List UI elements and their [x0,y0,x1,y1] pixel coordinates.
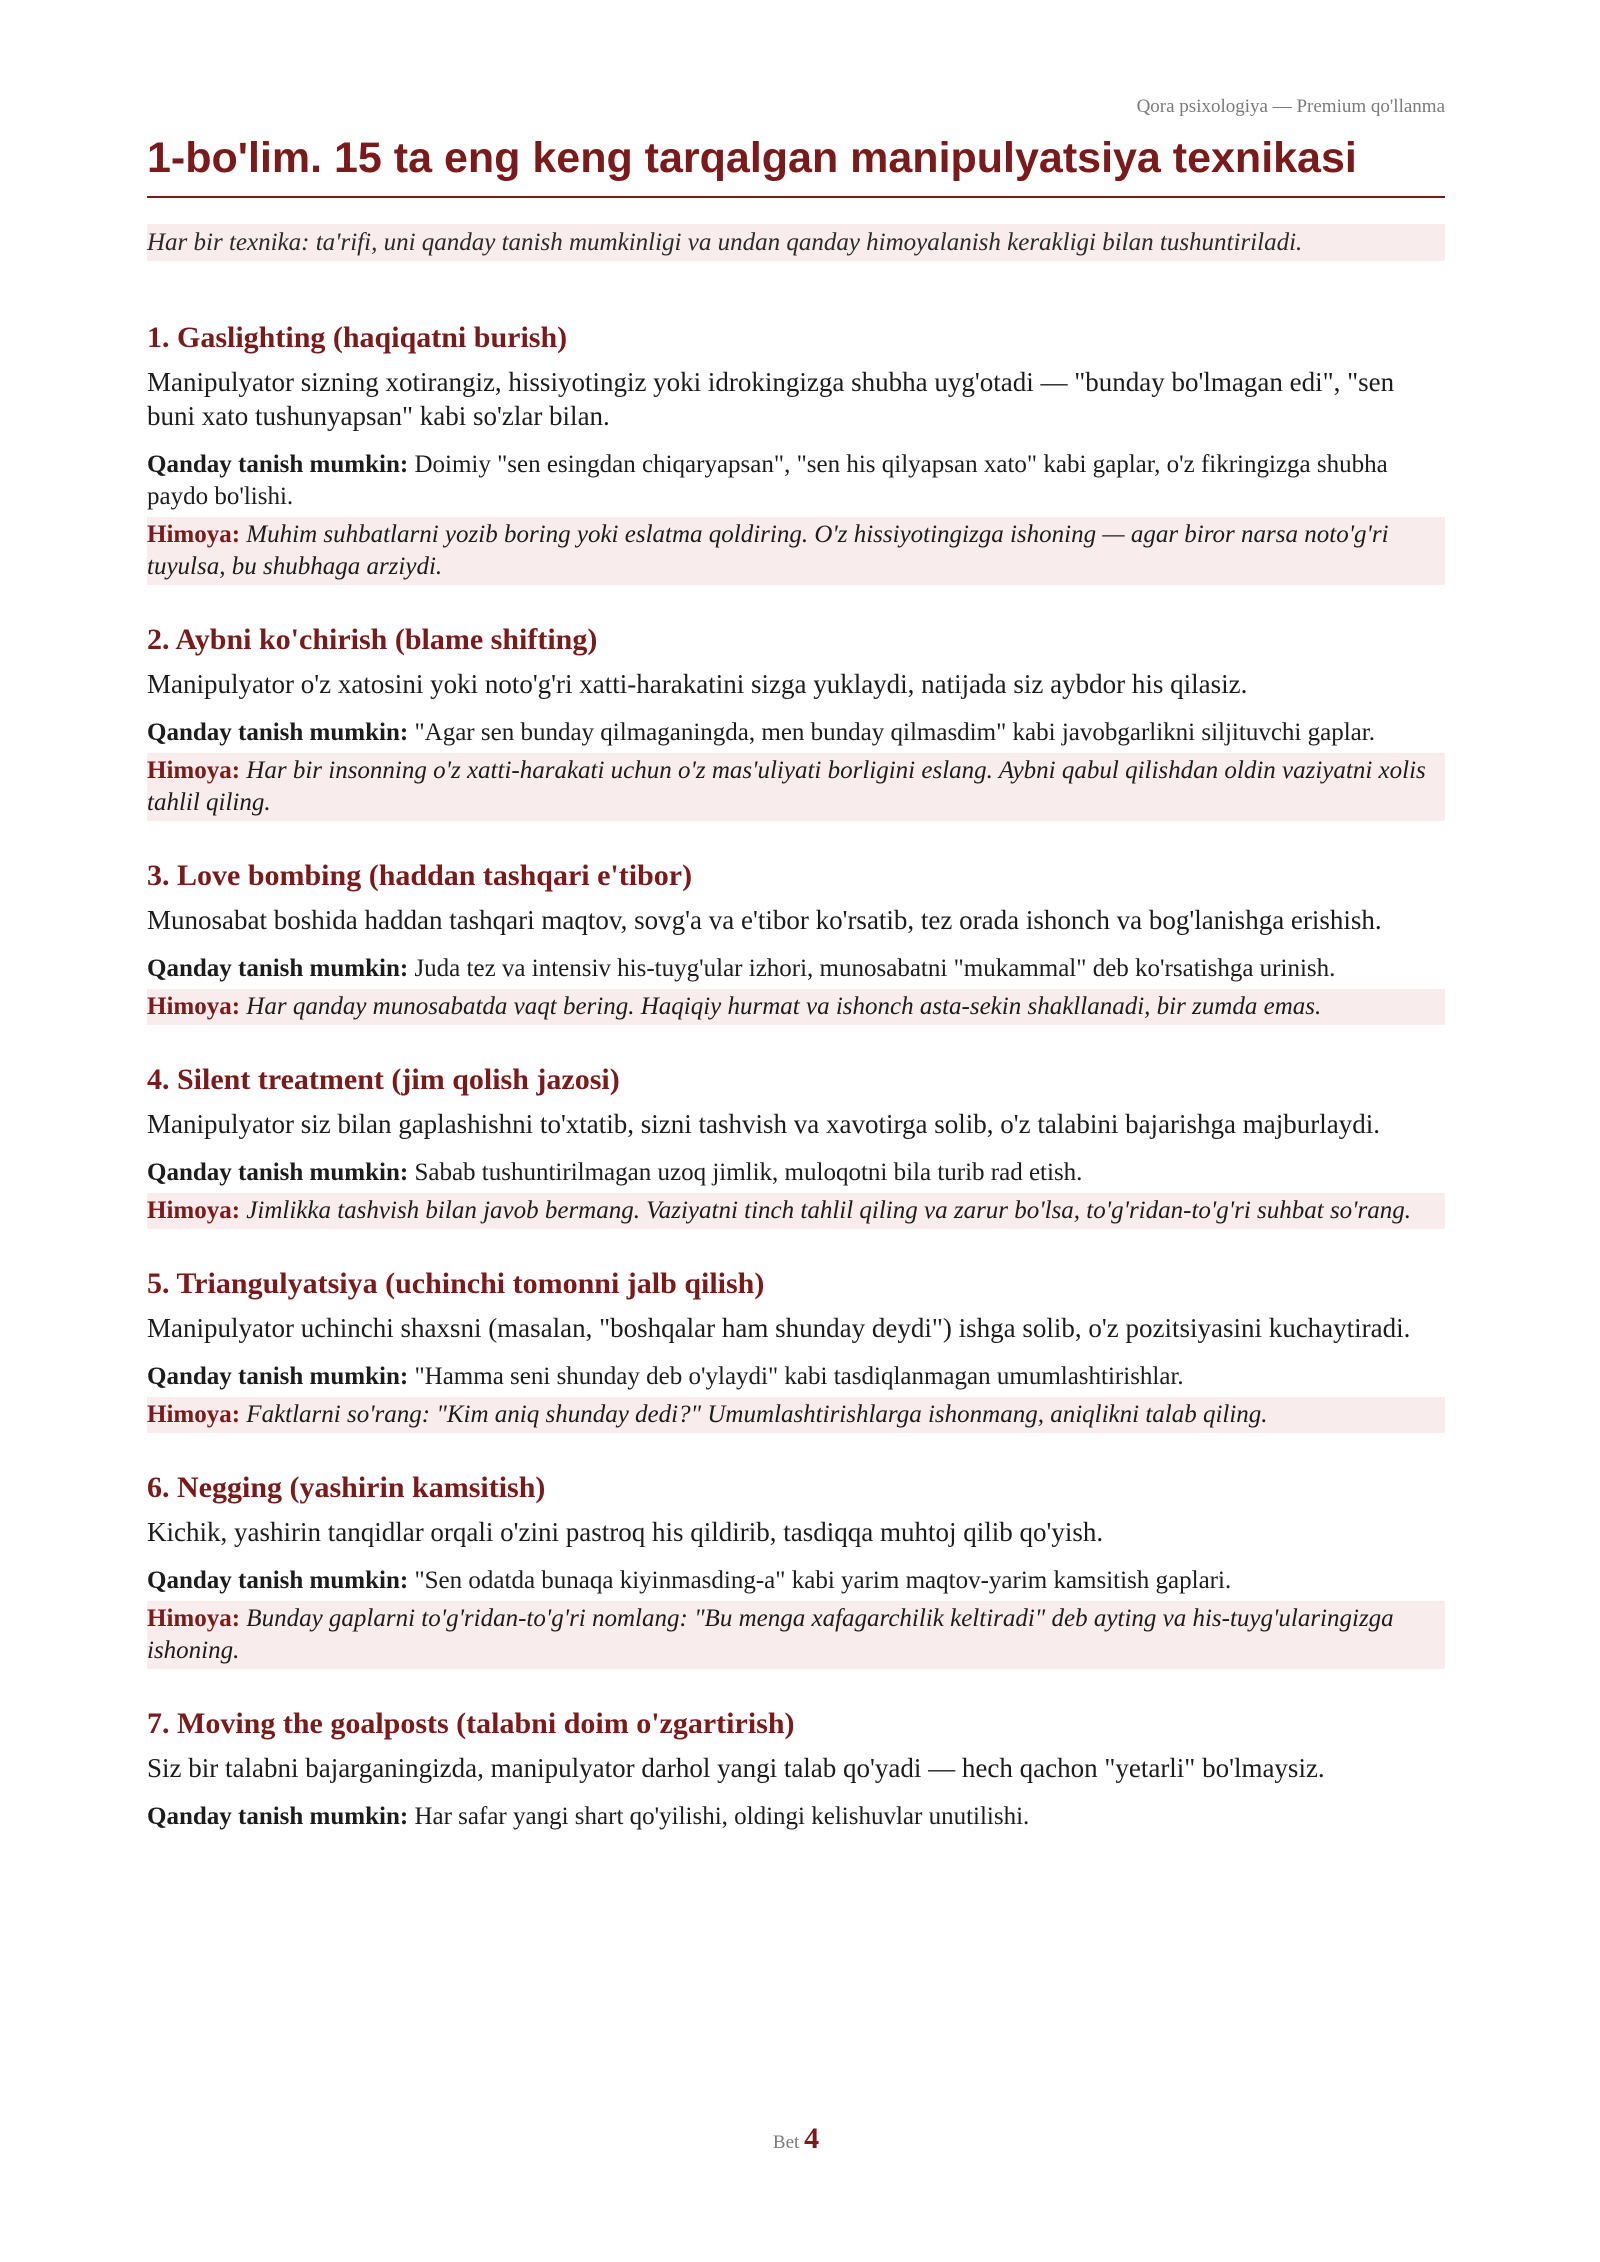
recognize-label: Qanday tanish mumkin: [147,1803,409,1830]
technique-6 [147,1468,1445,1669]
technique-recognize [147,1801,1445,1833]
chapter-title: 1-bo'lim. 15 ta eng keng tarqalgan manipulyatsiya texnikasi [147,132,1445,198]
recognize-text: Doimiy "sen esingdan chiqaryapsan", "sen his qilyapsan xato" kabi gaplar, o'z fikringizga shubha paydo bo'lishi. [147,451,1388,510]
technique-title: 5. Triangulyatsiya (uchinchi tomonni jalb qilish) [147,1267,765,1300]
recognize-label: Qanday tanish mumkin: [147,451,409,478]
technique-recognize [147,717,1445,749]
technique-protect [147,753,1445,821]
technique-title: 6. Negging (yashirin kamsitish) [147,1471,546,1504]
technique-3 [147,856,1445,1025]
protect-label: Himoya: [147,521,241,548]
technique-title: 3. Love bombing (haddan tashqari e'tibor) [147,859,693,892]
technique-description: Manipulyator sizning xotirangiz, hissiyotingiz yoki idrokingizga shubha uyg'otadi — "bunday bo'lmagan edi", "sen buni xato tushunyapsan" kabi so'zlar bilan. [147,367,1395,431]
technique-recognize [147,1361,1445,1393]
protect-text: Muhim suhbatlarni yozib boring yoki eslatma qoldiring. O'z hissiyotingizga ishoning — agar biror narsa noto'g'ri tuyulsa, bu shubhaga arziydi. [147,521,1389,580]
technique-1 [147,318,1445,585]
technique-recognize [147,449,1445,513]
recognize-label: Qanday tanish mumkin: [147,1567,409,1594]
technique-protect [147,989,1445,1025]
page-footer [147,2122,1445,2156]
technique-protect [147,1193,1445,1229]
protect-text: Har bir insonning o'z xatti-harakati uchun o'z mas'uliyati borligini eslang. Aybni qabul qilishdan oldin vaziyatni xolis tahlil qiling. [147,757,1426,816]
recognize-text: "Sen odatda bunaqa kiyinmasding-a" kabi yarim maqtov-yarim kamsitish gaplari. [414,1567,1232,1594]
document-page [147,0,1445,2262]
recognize-label: Qanday tanish mumkin: [147,1159,409,1186]
technique-title: 2. Aybni ko'chirish (blame shifting) [147,623,598,656]
technique-protect [147,1397,1445,1433]
technique-protect [147,1601,1445,1669]
technique-description: Siz bir talabni bajarganingizda, manipulyator darhol yangi talab qo'yadi — hech qachon "yetarli" bo'lmaysiz. [147,1753,1325,1783]
recognize-text: "Hamma seni shunday deb o'ylaydi" kabi tasdiqlanmagan umumlashtirishlar. [414,1363,1184,1390]
technique-5 [147,1264,1445,1433]
recognize-text: Har safar yangi shart qo'yilishi, oldingi kelishuvlar unutilishi. [414,1803,1030,1830]
technique-2 [147,620,1445,821]
recognize-label: Qanday tanish mumkin: [147,719,409,746]
recognize-label: Qanday tanish mumkin: [147,955,409,982]
technique-recognize [147,953,1445,985]
technique-title: 4. Silent treatment (jim qolish jazosi) [147,1063,620,1096]
protect-label: Himoya: [147,1401,241,1428]
technique-protect [147,517,1445,585]
recognize-text: Juda tez va intensiv his-tuyg'ular izhori, munosabatni "mukammal" deb ko'rsatishga urinish. [414,955,1336,982]
technique-7 [147,1704,1445,1833]
technique-description: Manipulyator o'z xatosini yoki noto'g'ri xatti-harakatini sizga yuklaydi, natijada siz aybdor his qilasiz. [147,669,1248,699]
protect-label: Himoya: [147,1605,241,1632]
technique-4 [147,1060,1445,1229]
page-label: Bet [772,2132,800,2153]
recognize-label: Qanday tanish mumkin: [147,1363,409,1390]
protect-text: Bunday gaplarni to'g'ridan-to'g'ri nomlang: "Bu menga xafagarchilik keltiradi" deb ayting va his-tuyg'ularingizga ishoning. [147,1605,1394,1664]
techniques-list [147,318,1445,1868]
technique-title: 7. Moving the goalposts (talabni doim o'zgartirish) [147,1707,795,1740]
protect-label: Himoya: [147,1197,241,1224]
technique-description: Manipulyator uchinchi shaxsni (masalan, "boshqalar ham shunday deydi") ishga solib, o'z pozitsiyasini kuchaytiradi. [147,1313,1411,1343]
recognize-text: "Agar sen bunday qilmaganingda, men bunday qilmasdim" kabi javobgarlikni siljituvchi gaplar. [414,719,1375,746]
technique-description: Manipulyator siz bilan gaplashishni to'xtatib, sizni tashvish va xavotirga solib, o'z talabini bajarishga majburlaydi. [147,1109,1380,1139]
protect-text: Faktlarni so'rang: "Kim aniq shunday dedi?" Umumlashtirishlarga ishonmang, aniqlikni talab qiling. [246,1401,1268,1428]
technique-recognize [147,1157,1445,1189]
chapter-intro: Har bir texnika: ta'rifi, uni qanday tanish mumkinligi va undan qanday himoyalanish kerakligi bilan tushuntiriladi. [147,224,1445,261]
technique-recognize [147,1565,1445,1597]
protect-label: Himoya: [147,993,241,1020]
technique-description: Munosabat boshida haddan tashqari maqtov, sovg'a va e'tibor ko'rsatib, tez orada ishonch va bog'lanishga erishish. [147,905,1382,935]
technique-title: 1. Gaslighting (haqiqatni burish) [147,321,568,354]
recognize-text: Sabab tushuntirilmagan uzoq jimlik, muloqotni bila turib rad etish. [414,1159,1083,1186]
page-number: 4 [804,2122,820,2155]
protect-text: Har qanday munosabatda vaqt bering. Haqiqiy hurmat va ishonch asta-sekin shakllanadi, bir zumda emas. [246,993,1322,1020]
protect-text: Jimlikka tashvish bilan javob bermang. Vaziyatni tinch tahlil qiling va zarur bo'lsa, to'g'ridan-to'g'ri suhbat so'rang. [246,1197,1411,1224]
technique-description: Kichik, yashirin tanqidlar orqali o'zini pastroq his qildirib, tasdiqqa muhtoj qilib qo'yish. [147,1517,1104,1547]
protect-label: Himoya: [147,757,241,784]
running-header: Qora psixologiya — Premium qo'llanma [1136,96,1445,117]
